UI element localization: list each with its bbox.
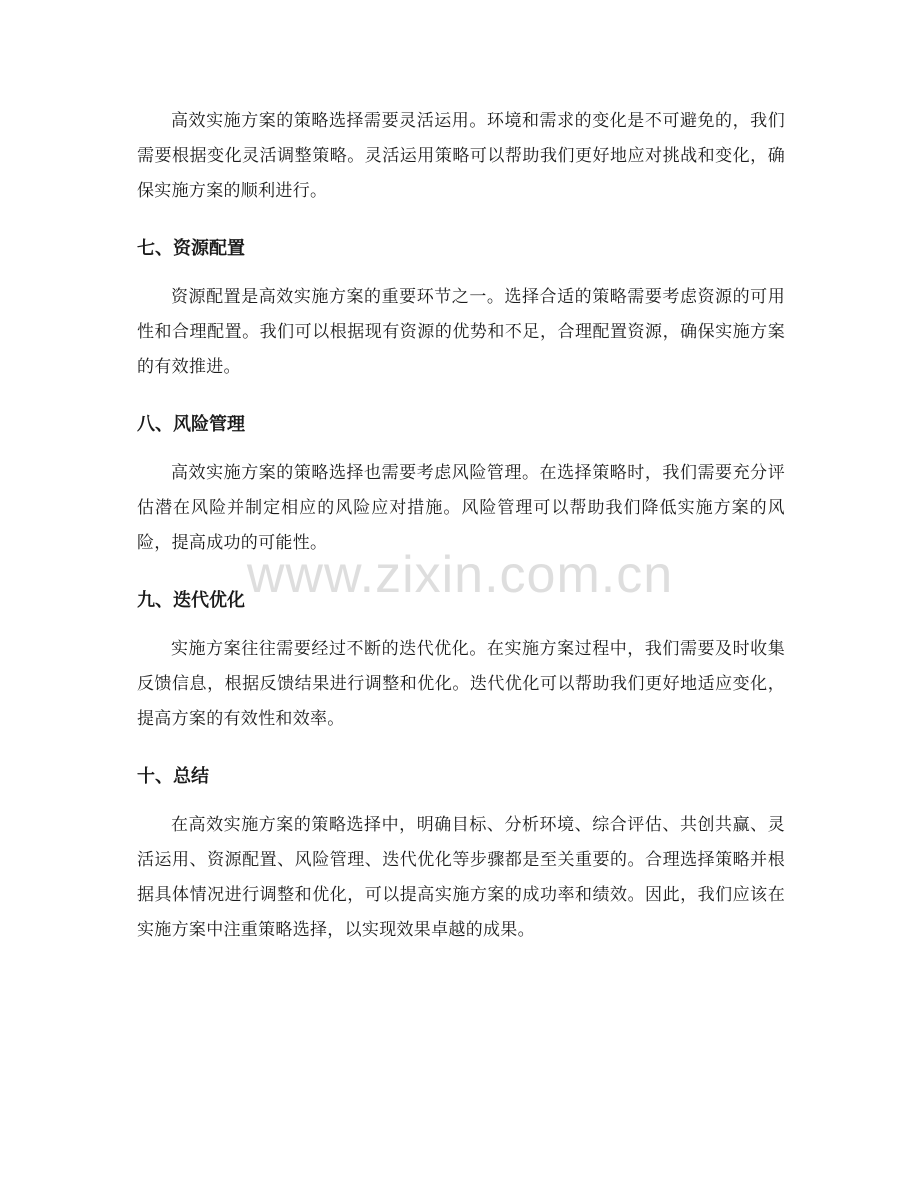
watermark-text: www.zixin.com.cn xyxy=(246,546,674,604)
paragraph-resource-allocation: 资源配置是高效实施方案的重要环节之一。选择合适的策略需要考虑资源的可用性和合理配置。我们可以根据现有资源的优势和不足，合理配置资源，确保实施方案的有效推进。 xyxy=(137,287,785,377)
heading-summary: 十、总结 xyxy=(137,766,209,787)
paragraph-flexible-use: 高效实施方案的策略选择需要灵活运用。环境和需求的变化是不可避免的，我们需要根据变化灵活调整策略。灵活运用策略可以帮助我们更好地应对挑战和变化，确保实施方案的顺利进行。 xyxy=(137,111,785,201)
document-body xyxy=(137,104,785,948)
heading-risk-management: 八、风险管理 xyxy=(137,414,245,435)
paragraph-summary: 在高效实施方案的策略选择中，明确目标、分析环境、综合评估、共创共赢、灵活运用、资源配置、风险管理、迭代优化等步骤都是至关重要的。合理选择策略并根据具体情况进行调整和优化，可以提高实施方案的成功率和绩效。因此，我们应该在实施方案中注重策略选择，以实现效果卓越的成果。 xyxy=(137,815,785,940)
paragraph-risk-management: 高效实施方案的策略选择也需要考虑风险管理。在选择策略时，我们需要充分评估潜在风险并制定相应的风险应对措施。风险管理可以帮助我们降低实施方案的风险，提高成功的可能性。 xyxy=(137,463,785,553)
heading-iterative-optimization: 九、迭代优化 xyxy=(137,590,245,611)
paragraph-iterative-optimization: 实施方案往往需要经过不断的迭代优化。在实施方案过程中，我们需要及时收集反馈信息，根据反馈结果进行调整和优化。迭代优化可以帮助我们更好地适应变化，提高方案的有效性和效率。 xyxy=(137,639,785,729)
heading-resource-allocation: 七、资源配置 xyxy=(137,238,245,259)
